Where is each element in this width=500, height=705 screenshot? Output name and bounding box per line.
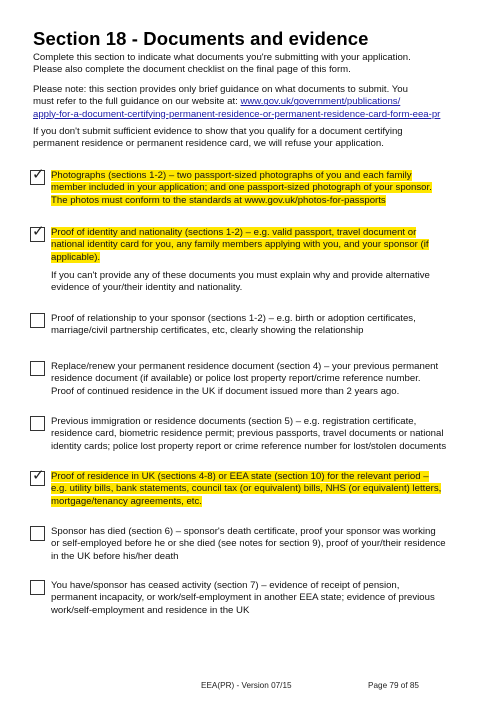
item-line: Sponsor has died (section 6) – sponsor's death certificate, proof your sponsor was working [51,526,436,537]
item-line: national identity card for you, any family members applying with you, and your sponsor (if [51,239,429,251]
checkmark-icon: ✓ [32,223,45,240]
photographs-item [51,170,481,207]
ceased-activity-item [51,580,481,617]
item-line: The photos must conform to the standards at www.gov.uk/photos-for-passports [51,194,386,206]
guidance-link-continued[interactable]: apply-for-a-document-certifying-permanent-residence-or-permanent-residence-card-form-eea-pr [33,108,441,120]
item-line: permanent incapacity, or work/self-employment in another EEA state; evidence of previous [51,592,435,604]
section-heading: Section 18 - Documents and evidence [33,28,369,49]
sponsor-died-checkbox[interactable] [30,526,45,541]
replace-renew-checkbox[interactable] [30,361,45,376]
item-line: If you can't provide any of these documents you must explain why and provide alternative [51,270,430,281]
item-line: work/self-employment and residence in the UK [51,604,250,616]
note-line [33,96,473,108]
ceased-activity-checkbox[interactable] [30,580,45,595]
item-line: Photographs (sections 1-2) – two passport-sized photographs of you and each family [51,170,412,181]
intro-paragraph [33,52,473,77]
item-line: Proof of residence in UK (sections 4-8) or EEA state (section 10) for the relevant period – [51,471,429,482]
relationship-checkbox[interactable] [30,313,45,328]
intro-line: Please also complete the document checklist on the final page of this form. [33,64,351,76]
guidance-link[interactable]: www.gov.uk/government/publications/ [240,96,401,108]
item-line: in the UK before his/her death [51,550,179,562]
item-line: residence document (if available) or police lost property report/crime reference number. [51,373,421,385]
item-line: mortgage/tenancy agreements, etc. [51,495,202,507]
item-line: member included in your application; and one passport-sized photograph of your sponsor. [51,182,432,194]
identity-note [51,270,481,295]
item-line: marriage/civil partnership certificates, etc, clearly showing the relationship [51,325,364,337]
refusal-warning [33,126,473,151]
item-line: identity cards; police lost property report or crime reference number for lost/stolen documents [51,440,447,452]
item-line: applicable). [51,251,101,263]
sponsor-died-item [51,526,481,563]
intro-line: Complete this section to indicate what documents you're submitting with your application. [33,52,411,63]
note-line [33,109,473,121]
replace-renew-item [51,361,481,398]
item-line: You have/sponsor has ceased activity (section 7) – evidence of receipt of pension, [51,580,400,591]
note-text: must refer to the full guidance on our website at: [33,96,241,108]
note-line: Please note: this section provides only brief guidance on what documents to submit. You [33,84,408,95]
photographs-checkbox[interactable] [30,166,45,185]
item-line: Replace/renew your permanent residence document (section 4) – your previous permanent [51,361,439,372]
item-line: Previous immigration or residence documents (section 5) – e.g. registration certificate, [51,416,417,427]
identity-checkbox[interactable] [30,223,45,242]
checkmark-icon: ✓ [32,467,45,484]
warning-line: If you don't submit sufficient evidence to show that you qualify for a document certifying [33,126,403,137]
residence-item [51,471,481,508]
item-line: evidence of your/their identity and nationality. [51,282,243,294]
guidance-note [33,84,473,121]
item-line: Proof of relationship to your sponsor (sections 1-2) – e.g. birth or adoption certificates, [51,313,416,324]
relationship-item [51,313,481,338]
checkmark-icon: ✓ [32,166,45,183]
identity-item [51,227,481,264]
previous-documents-item [51,416,481,453]
item-line: or self-employed before he or she died (see notes for section 9), proof of your/their residence [51,538,446,550]
item-line: e.g. utility bills, bank statements, council tax (or equivalent) bills, NHS (or equivalent) letters, [51,483,442,495]
page-number: Page 79 of 85 [368,681,419,690]
warning-line: permanent residence or permanent residence card, we will refuse your application. [33,138,384,150]
residence-checkbox[interactable] [30,467,45,486]
form-version: EEA(PR) - Version 07/15 [201,681,292,690]
item-line: residence card, biometric residence permit; previous passports, travel documents or national [51,428,444,440]
item-line: Proof of identity and nationality (sections 1-2) – e.g. valid passport, travel document or [51,227,417,238]
previous-documents-checkbox[interactable] [30,416,45,431]
item-line: Proof of continued residence in the UK if document issued more than 2 years ago. [51,385,400,397]
